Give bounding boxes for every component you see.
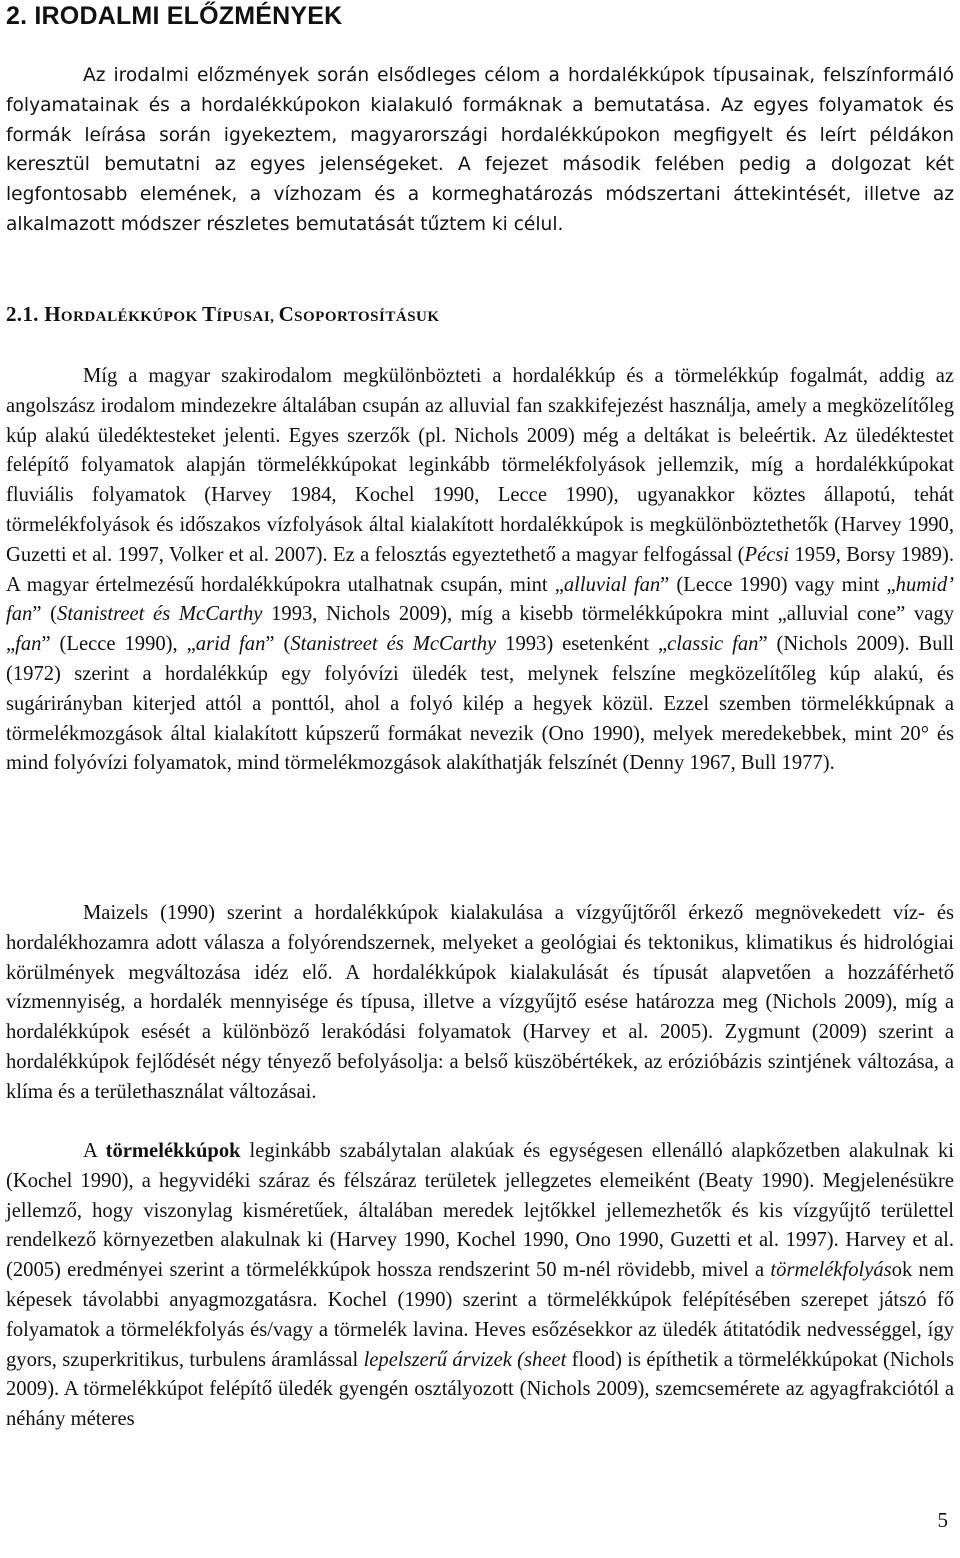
document-page — [6, 0, 954, 1558]
text-run: leginkább szabálytalan alakúak és egységesen ellenálló alapkőzetben alakulnak ki (Kochel 1990), a hegyvidéki száraz és félszáraz területek jellegzetes elemeiként (Beaty 1990). Megjelenésükre jellemző, hogy viszonylag kisméretűek, általában meredek lejtőkkel jellemezhetők és kis vízgyűjtő területtel rendelkező környezetben alakulnak ki (Harvey 1990, Kochel 1990, Ono 1990, Guzetti et al. 1997). Harvey et al. (2005) eredményei szerint a törmelékkúpok hossza rendszerint 50 m-nél rövidebb, mivel a — [6, 1140, 954, 1282]
text-run: A — [83, 1140, 106, 1162]
italic-run: törmelékfolyás — [770, 1259, 892, 1282]
text-run: 1993) esetenként „ — [496, 633, 668, 656]
body-paragraph-debris-cones — [6, 1137, 954, 1435]
section-title-cap: C — [278, 302, 295, 326]
section-number: 2.1. — [6, 302, 39, 326]
text-run: ok nem képesek távolabbi anyagmozgatásra. Kochel (1990) szerint a törmelékkúpok felépítésében szerepet játszó fő folyamatok a törmelékfolyás és/vagy a törmelék lavina. Heves esőzésekkor az üledék átitatódik nedvességgel, így gyors, szuperkritikus, turbulens áramlással — [6, 1259, 954, 1371]
italic-run: lepelszerű árvizek (sheet — [363, 1348, 567, 1371]
text-run: 1993, Nichols 2009), míg a kisebb törmelékkúpokra mint „alluvial cone” vagy „ — [6, 603, 954, 656]
chapter-title: 2. IRODALMI ELŐZMÉNYEK — [6, 2, 343, 30]
italic-run: classic fan — [667, 633, 759, 656]
section-title-cap: T — [202, 302, 217, 326]
text-run: ” ( — [32, 603, 58, 626]
italic-run: fan — [15, 633, 42, 656]
italic-run: humid’ fan — [6, 573, 954, 626]
intro-paragraph: Az irodalmi előzmények során elsődleges célom a hordalékkúpok típusainak, felszínformáló folyamatainak és a hordalékkúpokon kialakuló formáknak a bemutatása. Az egyes folyamatok és formák leírása során igyekeztem, magyarországi hordalékkúpokon megfigyelt és leírt példákon keresztül bemutatni az egyes jelenségeket. A fejezet második felében pedig a dolgozat két legfontosabb elemének, a vízhozam és a kormeghatározás módszertani áttekintését, illetve az alkalmazott módszer részletes bemutatását tűztem ki célul. — [6, 65, 954, 235]
italic-run: arid fan — [195, 633, 266, 656]
text-run: Míg a magyar szakirodalom megkülönbözteti a hordalékkúp és a törmelékkúp fogalmát, addig az angolszász irodalom mindezekre általában csupán az alluvial fan szakkifejezést használja, amely a megközelítőleg kúp alakú üledéktesteket jelenti. Egyes szerzők (pl. Nichols 2009) még a deltákat is beleértik. Az üledéktestet felépítő folyamatok alapján törmelékkúpokat leginkább törmelékfolyások jellemzik, míg a hordalékkúpokat fluviális folyamatok (Harvey 1984, Kochel 1990, Lecce 1990), ugyanakkor köztes állapotú, tehát törmelékfolyások és időszakos vízfolyások által kialakított hordalékkúpok is megkülönböztethetők (Harvey 1990, Guzetti et al. 1997, Volker et al. 2007). Ez a felosztás egyeztethető a magyar felfogással ( — [6, 365, 954, 566]
italic-run: Pécsi — [744, 543, 790, 566]
section-title-smallcaps: SOPORTOSÍTÁSUK — [294, 309, 440, 325]
section-title-smallcaps: ORDALÉKKÚPOK — [60, 309, 202, 325]
text-run: ” (Lecce 1990), „ — [41, 633, 196, 656]
text-run: ” ( — [265, 633, 291, 656]
section-heading — [6, 302, 440, 327]
bold-term: törmelékkúpok — [105, 1140, 241, 1162]
text-run: ” (Nichols 2009). Bull (1972) szerint a hordalékkúp egy folyóvízi üledék test, melynek felszíne megközelítőleg kúp alakú, és sugárirányban kiterjed attól a ponttól, ahol a folyó kilép a hegyek közül. Ezzel szemben törmelékkúpnak a törmelékmozgások által kialakított kúpszerű formákat nevezik (Ono 1990), melyek meredekebbek, mint 20° és mind folyóvízi folyamatok, mind törmelékmozgások alakíthatják felszínét (Denny 1967, Bull 1977). — [6, 633, 955, 775]
section-title-smallcaps: ÍPUSAI, — [216, 309, 279, 325]
text-run: ” (Lecce 1990) vagy mint „ — [660, 573, 896, 596]
section-title — [44, 302, 439, 326]
italic-run: Stanistreet és McCarthy — [290, 633, 497, 656]
page-number: 5 — [937, 1508, 948, 1532]
italic-run: alluvial fan — [563, 573, 661, 596]
body-paragraph-maizels: Maizels (1990) szerint a hordalékkúpok kialakulása a vízgyűjtőről érkező megnövekedett víz- és hordalékhozamra adott válasza a folyórendszernek, melyeket a geológiai és tektonikus, klimatikus és hidrológiai körülmények megváltozása idéz elő. A hordalékkúpok kialakulását és típusát alapvetően a hozzáférhető vízmennyiség, a hordalék mennyisége és típusa, illetve a vízgyűjtő esése határozza meg (Nichols 2009), míg a hordalékkúpok esését a különböző lerakódási folyamatok (Harvey et al. 2005). Zygmunt (2009) szerint a hordalékkúpok fejlődését négy tényező befolyásolja: a belső küszöbértékek, az erózióbázis szintjének változása, a klíma és a területhasználat változásai. — [6, 902, 954, 1103]
text-run: flood) is építhetik a törmelékkúpokat (Nichols 2009). A törmelékkúpot felépítő üledék gyengén osztályozott (Nichols 2009), szemcsemérete az agyagfrakciótól a néhány méteres — [6, 1348, 954, 1431]
section-title-cap: H — [44, 302, 61, 326]
body-paragraph-fan-types — [6, 362, 954, 779]
text-run: 1959, Borsy 1989). A magyar értelmezésű hordalékkúpokra utalhatnak csupán, mint „ — [6, 543, 954, 596]
italic-run: Stanistreet és McCarthy — [57, 603, 263, 626]
